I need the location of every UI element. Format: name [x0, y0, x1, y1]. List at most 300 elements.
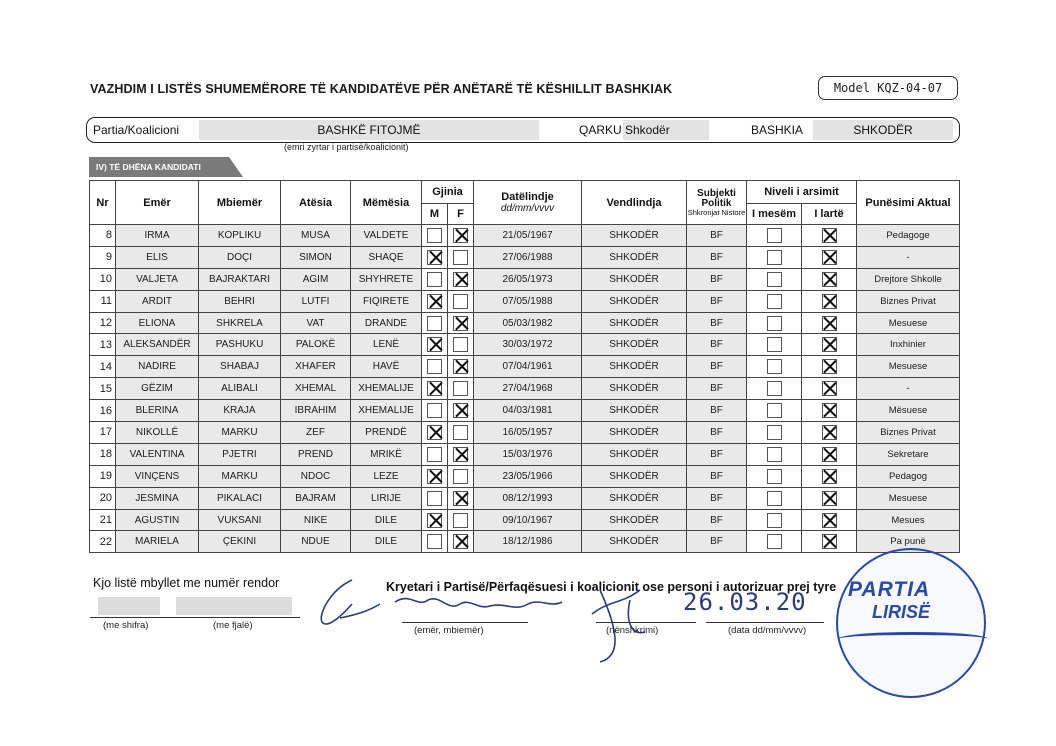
qarku-label: QARKU — [579, 123, 622, 137]
row-birth-date: 27/06/1988 — [474, 246, 582, 268]
education-secondary-checkbox[interactable] — [767, 513, 782, 528]
qarku-field[interactable]: Shkodër — [623, 120, 709, 140]
gender-f-checkbox[interactable] — [453, 425, 468, 440]
gender-m-cell — [422, 443, 448, 465]
education-secondary-checkbox[interactable] — [767, 425, 782, 440]
row-first-name: VALJETA — [116, 268, 199, 290]
education-higher-cell — [802, 443, 857, 465]
bashkia-field[interactable]: SHKODËR — [813, 120, 953, 140]
education-higher-checkbox[interactable] — [822, 381, 837, 396]
education-higher-cell — [802, 225, 857, 247]
row-party-initials: BF — [687, 378, 747, 400]
gender-m-checkbox[interactable] — [427, 316, 442, 331]
row-employment: - — [857, 246, 960, 268]
row-mother-name: HAVË — [351, 356, 422, 378]
education-secondary-cell — [747, 225, 802, 247]
gender-f-checkbox[interactable] — [453, 381, 468, 396]
row-first-name: NADIRE — [116, 356, 199, 378]
education-secondary-cell — [747, 246, 802, 268]
row-birth-date: 08/12/1993 — [474, 487, 582, 509]
row-birth-date: 05/03/1982 — [474, 312, 582, 334]
table-row — [90, 268, 960, 290]
education-secondary-checkbox[interactable] — [767, 337, 782, 352]
education-higher-checkbox[interactable] — [822, 337, 837, 352]
row-last-name: DOÇI — [199, 246, 281, 268]
row-employment: Pa punë — [857, 531, 960, 553]
signature-scribble-graphic — [300, 560, 680, 670]
education-higher-cell — [802, 509, 857, 531]
closing-number-field[interactable] — [98, 597, 160, 615]
closing-line — [90, 617, 300, 618]
gender-m-checkbox[interactable] — [427, 425, 442, 440]
gender-f-checkbox[interactable] — [453, 469, 468, 484]
table-row — [90, 509, 960, 531]
education-higher-checkbox[interactable] — [822, 534, 837, 549]
row-mother-name: LENË — [351, 334, 422, 356]
row-last-name: ÇEKINI — [199, 531, 281, 553]
row-nr: 17 — [90, 422, 116, 444]
gender-m-cell — [422, 487, 448, 509]
signatory-heading: Kryetari i Partisë/Përfaqësuesi i koalicionit ose personi i autorizuar prej tyre — [386, 580, 837, 594]
gender-f-checkbox[interactable] — [453, 447, 468, 462]
gender-m-cell — [422, 246, 448, 268]
row-first-name: ELIS — [116, 246, 199, 268]
education-secondary-cell — [747, 443, 802, 465]
party-name-note: (emri zyrtar i partisë/koalicionit) — [284, 142, 409, 152]
row-party-initials: BF — [687, 509, 747, 531]
education-higher-checkbox[interactable] — [822, 447, 837, 462]
gender-f-cell — [448, 422, 474, 444]
row-birth-date: 15/03/1976 — [474, 443, 582, 465]
table-row — [90, 422, 960, 444]
row-first-name: AGUSTIN — [116, 509, 199, 531]
gender-f-cell — [448, 531, 474, 553]
education-secondary-checkbox[interactable] — [767, 534, 782, 549]
col-punesimi: Punësimi Aktual — [857, 181, 960, 225]
gender-f-checkbox[interactable] — [453, 250, 468, 265]
row-birth-place: SHKODËR — [582, 465, 687, 487]
row-father-name: AGIM — [281, 268, 351, 290]
education-higher-checkbox[interactable] — [822, 491, 837, 506]
education-secondary-cell — [747, 531, 802, 553]
row-party-initials: BF — [687, 531, 747, 553]
gender-f-checkbox[interactable] — [453, 359, 468, 374]
row-nr: 8 — [90, 225, 116, 247]
education-higher-checkbox[interactable] — [822, 250, 837, 265]
col-niveli-mesem: I mesëm — [747, 204, 802, 225]
col-subjekti — [687, 181, 747, 225]
gender-m-checkbox[interactable] — [427, 359, 442, 374]
gender-m-checkbox[interactable] — [427, 491, 442, 506]
gender-m-cell — [422, 531, 448, 553]
education-secondary-cell — [747, 422, 802, 444]
row-party-initials: BF — [687, 443, 747, 465]
row-birth-place: SHKODËR — [582, 290, 687, 312]
col-subjekti-note: Shkronjat Nistore — [687, 207, 746, 217]
signature-name-stroke — [321, 580, 562, 624]
handwritten-date: 26.03.20 — [683, 588, 807, 616]
education-higher-checkbox[interactable] — [822, 425, 837, 440]
row-birth-date: 07/05/1988 — [474, 290, 582, 312]
row-last-name: PJETRI — [199, 443, 281, 465]
education-secondary-cell — [747, 509, 802, 531]
col-emer: Emër — [116, 181, 199, 225]
row-birth-place: SHKODËR — [582, 356, 687, 378]
education-higher-checkbox[interactable] — [822, 403, 837, 418]
table-row — [90, 378, 960, 400]
name-caption: (emër, mbiemër) — [414, 625, 484, 636]
signature-caption: (nënshkrimi) — [606, 625, 659, 636]
col-mbiemer: Mbiemër — [199, 181, 281, 225]
row-father-name: ZEF — [281, 422, 351, 444]
row-last-name: SHKRELA — [199, 312, 281, 334]
gender-f-checkbox[interactable] — [453, 316, 468, 331]
table-row — [90, 290, 960, 312]
row-nr: 19 — [90, 465, 116, 487]
row-last-name: MARKU — [199, 465, 281, 487]
education-higher-checkbox[interactable] — [822, 294, 837, 309]
party-label: Partia/Koalicioni — [93, 123, 180, 137]
stamp-text-2: LIRISË — [872, 602, 931, 622]
education-higher-cell — [802, 246, 857, 268]
education-higher-cell — [802, 422, 857, 444]
party-stamp — [836, 548, 986, 698]
row-party-initials: BF — [687, 268, 747, 290]
row-mother-name: LEZE — [351, 465, 422, 487]
candidates-table — [89, 180, 960, 553]
education-secondary-checkbox[interactable] — [767, 294, 782, 309]
education-secondary-cell — [747, 487, 802, 509]
education-higher-checkbox[interactable] — [822, 272, 837, 287]
row-employment: Sekretare — [857, 443, 960, 465]
row-last-name: VUKSANI — [199, 509, 281, 531]
gender-m-checkbox[interactable] — [427, 337, 442, 352]
row-party-initials: BF — [687, 290, 747, 312]
row-birth-place: SHKODËR — [582, 487, 687, 509]
gender-f-checkbox[interactable] — [453, 491, 468, 506]
row-father-name: NDOC — [281, 465, 351, 487]
row-nr: 13 — [90, 334, 116, 356]
row-first-name: JESMINA — [116, 487, 199, 509]
table-row — [90, 465, 960, 487]
gender-f-cell — [448, 290, 474, 312]
education-higher-cell — [802, 378, 857, 400]
education-secondary-checkbox[interactable] — [767, 228, 782, 243]
gender-f-cell — [448, 509, 474, 531]
row-last-name: PASHUKU — [199, 334, 281, 356]
row-employment: Mesuese — [857, 487, 960, 509]
gender-m-checkbox[interactable] — [427, 534, 442, 549]
row-mother-name: DILE — [351, 509, 422, 531]
row-nr: 21 — [90, 509, 116, 531]
gender-m-cell — [422, 312, 448, 334]
num-caption: (me shifra) — [103, 620, 149, 631]
table-row — [90, 443, 960, 465]
row-birth-date: 18/12/1986 — [474, 531, 582, 553]
gender-f-cell — [448, 378, 474, 400]
col-vendlindja: Vendlindja — [582, 181, 687, 225]
row-mother-name: PRENDË — [351, 422, 422, 444]
gender-m-checkbox[interactable] — [427, 228, 442, 243]
col-niveli-larte: I lartë — [802, 204, 857, 225]
row-first-name: VINÇENS — [116, 465, 199, 487]
row-mother-name: DRANDE — [351, 312, 422, 334]
table-row — [90, 400, 960, 422]
row-father-name: IBRAHIM — [281, 400, 351, 422]
row-birth-date: 27/04/1968 — [474, 378, 582, 400]
row-nr: 22 — [90, 531, 116, 553]
education-higher-checkbox[interactable] — [822, 359, 837, 374]
row-birth-place: SHKODËR — [582, 246, 687, 268]
education-secondary-cell — [747, 268, 802, 290]
date-caption: (data dd/mm/vvvv) — [728, 625, 807, 636]
row-father-name: BAJRAM — [281, 487, 351, 509]
row-party-initials: BF — [687, 246, 747, 268]
row-first-name: ALEKSANDËR — [116, 334, 199, 356]
name-line — [402, 622, 528, 623]
education-higher-cell — [802, 334, 857, 356]
row-birth-date: 07/04/1961 — [474, 356, 582, 378]
gender-m-checkbox[interactable] — [427, 250, 442, 265]
row-mother-name: DILE — [351, 531, 422, 553]
row-birth-place: SHKODËR — [582, 509, 687, 531]
row-last-name: BEHRI — [199, 290, 281, 312]
row-first-name: ARDIT — [116, 290, 199, 312]
table-row — [90, 356, 960, 378]
row-birth-date: 09/10/1967 — [474, 509, 582, 531]
words-caption: (me fjalë) — [213, 620, 253, 631]
closing-text: Kjo listë mbyllet me numër rendor — [93, 576, 280, 590]
row-father-name: XHEMAL — [281, 378, 351, 400]
col-memesia: Mëmësia — [351, 181, 422, 225]
row-last-name: SHABAJ — [199, 356, 281, 378]
gender-f-checkbox[interactable] — [453, 534, 468, 549]
gender-f-cell — [448, 268, 474, 290]
row-birth-place: SHKODËR — [582, 400, 687, 422]
row-employment: Pedagog — [857, 465, 960, 487]
bashkia-label: BASHKIA — [751, 123, 804, 137]
row-mother-name: XHEMALIJE — [351, 378, 422, 400]
row-father-name: PALOKË — [281, 334, 351, 356]
gender-m-checkbox[interactable] — [427, 272, 442, 287]
gender-m-cell — [422, 334, 448, 356]
col-subjekti-title: Subjekti Politik — [697, 187, 736, 209]
row-birth-date: 16/05/1957 — [474, 422, 582, 444]
row-father-name: NIKE — [281, 509, 351, 531]
gender-f-checkbox[interactable] — [453, 294, 468, 309]
row-nr: 12 — [90, 312, 116, 334]
form-title: VAZHDIM I LISTËS SHUMEMËRORE TË KANDIDATËVE PËR ANËTARË TË KËSHILLIT BASHKIAK — [90, 82, 673, 96]
party-info-box — [86, 117, 960, 143]
education-secondary-cell — [747, 400, 802, 422]
gender-m-checkbox[interactable] — [427, 381, 442, 396]
education-higher-cell — [802, 487, 857, 509]
row-mother-name: MRIKË — [351, 443, 422, 465]
education-secondary-checkbox[interactable] — [767, 316, 782, 331]
row-first-name: NIKOLLË — [116, 422, 199, 444]
education-secondary-cell — [747, 290, 802, 312]
education-higher-cell — [802, 290, 857, 312]
closing-words-field[interactable] — [176, 597, 292, 615]
row-first-name: MARIELA — [116, 531, 199, 553]
education-secondary-cell — [747, 334, 802, 356]
gender-m-checkbox[interactable] — [427, 513, 442, 528]
col-atesia: Atësia — [281, 181, 351, 225]
row-last-name: PIKALACI — [199, 487, 281, 509]
row-first-name: ELIONA — [116, 312, 199, 334]
party-name-field[interactable]: BASHKË FITOJMË — [199, 120, 539, 140]
gender-f-cell — [448, 225, 474, 247]
gender-m-checkbox[interactable] — [427, 403, 442, 418]
row-last-name: ALIBALI — [199, 378, 281, 400]
gender-m-cell — [422, 422, 448, 444]
row-party-initials: BF — [687, 334, 747, 356]
col-datelindje — [474, 181, 582, 225]
gender-f-checkbox[interactable] — [453, 403, 468, 418]
education-secondary-checkbox[interactable] — [767, 359, 782, 374]
col-niveli: Niveli i arsimit — [747, 181, 857, 204]
row-party-initials: BF — [687, 312, 747, 334]
gender-m-cell — [422, 290, 448, 312]
education-higher-cell — [802, 400, 857, 422]
education-secondary-checkbox[interactable] — [767, 469, 782, 484]
col-gjinia: Gjinia — [422, 181, 474, 204]
education-secondary-checkbox[interactable] — [767, 250, 782, 265]
row-party-initials: BF — [687, 487, 747, 509]
row-father-name: PREND — [281, 443, 351, 465]
gender-m-cell — [422, 225, 448, 247]
row-first-name: GËZIM — [116, 378, 199, 400]
gender-m-cell — [422, 400, 448, 422]
education-secondary-cell — [747, 312, 802, 334]
gender-m-cell — [422, 465, 448, 487]
row-nr: 10 — [90, 268, 116, 290]
gender-m-cell — [422, 509, 448, 531]
row-party-initials: BF — [687, 422, 747, 444]
row-birth-place: SHKODËR — [582, 378, 687, 400]
row-birth-place: SHKODËR — [582, 225, 687, 247]
row-last-name: KOPLIKU — [199, 225, 281, 247]
gender-f-cell — [448, 400, 474, 422]
gender-m-checkbox[interactable] — [427, 447, 442, 462]
education-higher-checkbox[interactable] — [822, 316, 837, 331]
row-father-name: SIMON — [281, 246, 351, 268]
gender-f-cell — [448, 312, 474, 334]
education-secondary-cell — [747, 356, 802, 378]
row-employment: Inxhinier — [857, 334, 960, 356]
gender-f-cell — [448, 334, 474, 356]
row-birth-place: SHKODËR — [582, 422, 687, 444]
row-employment: Mesuese — [857, 312, 960, 334]
row-party-initials: BF — [687, 225, 747, 247]
education-secondary-checkbox[interactable] — [767, 491, 782, 506]
row-nr: 14 — [90, 356, 116, 378]
gender-f-cell — [448, 443, 474, 465]
row-mother-name: SHAQE — [351, 246, 422, 268]
col-nr: Nr — [90, 181, 116, 225]
education-higher-cell — [802, 312, 857, 334]
gender-m-cell — [422, 378, 448, 400]
row-mother-name: LIRIJE — [351, 487, 422, 509]
table-row — [90, 531, 960, 553]
row-birth-date: 23/05/1966 — [474, 465, 582, 487]
row-mother-name: FIQIRETE — [351, 290, 422, 312]
date-line — [706, 622, 824, 623]
stamp-swoosh — [838, 632, 988, 646]
row-nr: 11 — [90, 290, 116, 312]
row-last-name: KRAJA — [199, 400, 281, 422]
row-party-initials: BF — [687, 356, 747, 378]
row-employment: - — [857, 378, 960, 400]
signature-line — [596, 622, 696, 623]
education-secondary-checkbox[interactable] — [767, 403, 782, 418]
gender-m-checkbox[interactable] — [427, 294, 442, 309]
col-datelindje-format: dd/mm/vvvv — [500, 203, 555, 214]
education-secondary-cell — [747, 378, 802, 400]
education-higher-checkbox[interactable] — [822, 469, 837, 484]
education-secondary-checkbox[interactable] — [767, 381, 782, 396]
row-party-initials: BF — [687, 400, 747, 422]
row-employment: Pedagoge — [857, 225, 960, 247]
row-first-name: VALENTINA — [116, 443, 199, 465]
row-birth-date: 26/05/1973 — [474, 268, 582, 290]
row-father-name: NDUE — [281, 531, 351, 553]
row-mother-name: SHYHRETE — [351, 268, 422, 290]
row-birth-place: SHKODËR — [582, 531, 687, 553]
gender-f-cell — [448, 465, 474, 487]
col-gjinia-m: M — [422, 204, 448, 225]
row-employment: Biznes Privat — [857, 290, 960, 312]
gender-f-checkbox[interactable] — [453, 272, 468, 287]
gender-m-checkbox[interactable] — [427, 469, 442, 484]
row-last-name: MARKU — [199, 422, 281, 444]
row-nr: 15 — [90, 378, 116, 400]
row-father-name: MUSA — [281, 225, 351, 247]
gender-m-cell — [422, 268, 448, 290]
col-datelindje-title: Datëlindje — [501, 191, 554, 203]
section-label-candidate-data: IV) TË DHËNA KANDIDATI — [89, 157, 229, 177]
row-employment: Mesuese — [857, 356, 960, 378]
row-first-name: BLERINA — [116, 400, 199, 422]
row-father-name: XHAFER — [281, 356, 351, 378]
table-row — [90, 334, 960, 356]
gender-f-checkbox[interactable] — [453, 337, 468, 352]
row-birth-date: 21/05/1967 — [474, 225, 582, 247]
row-nr: 9 — [90, 246, 116, 268]
education-secondary-checkbox[interactable] — [767, 272, 782, 287]
stamp-text-1: PARTIA — [848, 578, 931, 601]
gender-m-cell — [422, 356, 448, 378]
row-employment: Biznes Privat — [857, 422, 960, 444]
education-secondary-checkbox[interactable] — [767, 447, 782, 462]
row-birth-place: SHKODËR — [582, 334, 687, 356]
gender-f-checkbox[interactable] — [453, 228, 468, 243]
table-row — [90, 312, 960, 334]
model-code-badge: Model KQZ-04-07 — [818, 76, 958, 100]
row-birth-place: SHKODËR — [582, 268, 687, 290]
education-higher-cell — [802, 356, 857, 378]
row-party-initials: BF — [687, 465, 747, 487]
table-row — [90, 487, 960, 509]
row-nr: 20 — [90, 487, 116, 509]
row-last-name: BAJRAKTARI — [199, 268, 281, 290]
gender-f-checkbox[interactable] — [453, 513, 468, 528]
education-higher-checkbox[interactable] — [822, 513, 837, 528]
row-birth-place: SHKODËR — [582, 443, 687, 465]
education-secondary-cell — [747, 465, 802, 487]
education-higher-cell — [802, 531, 857, 553]
education-higher-checkbox[interactable] — [822, 228, 837, 243]
